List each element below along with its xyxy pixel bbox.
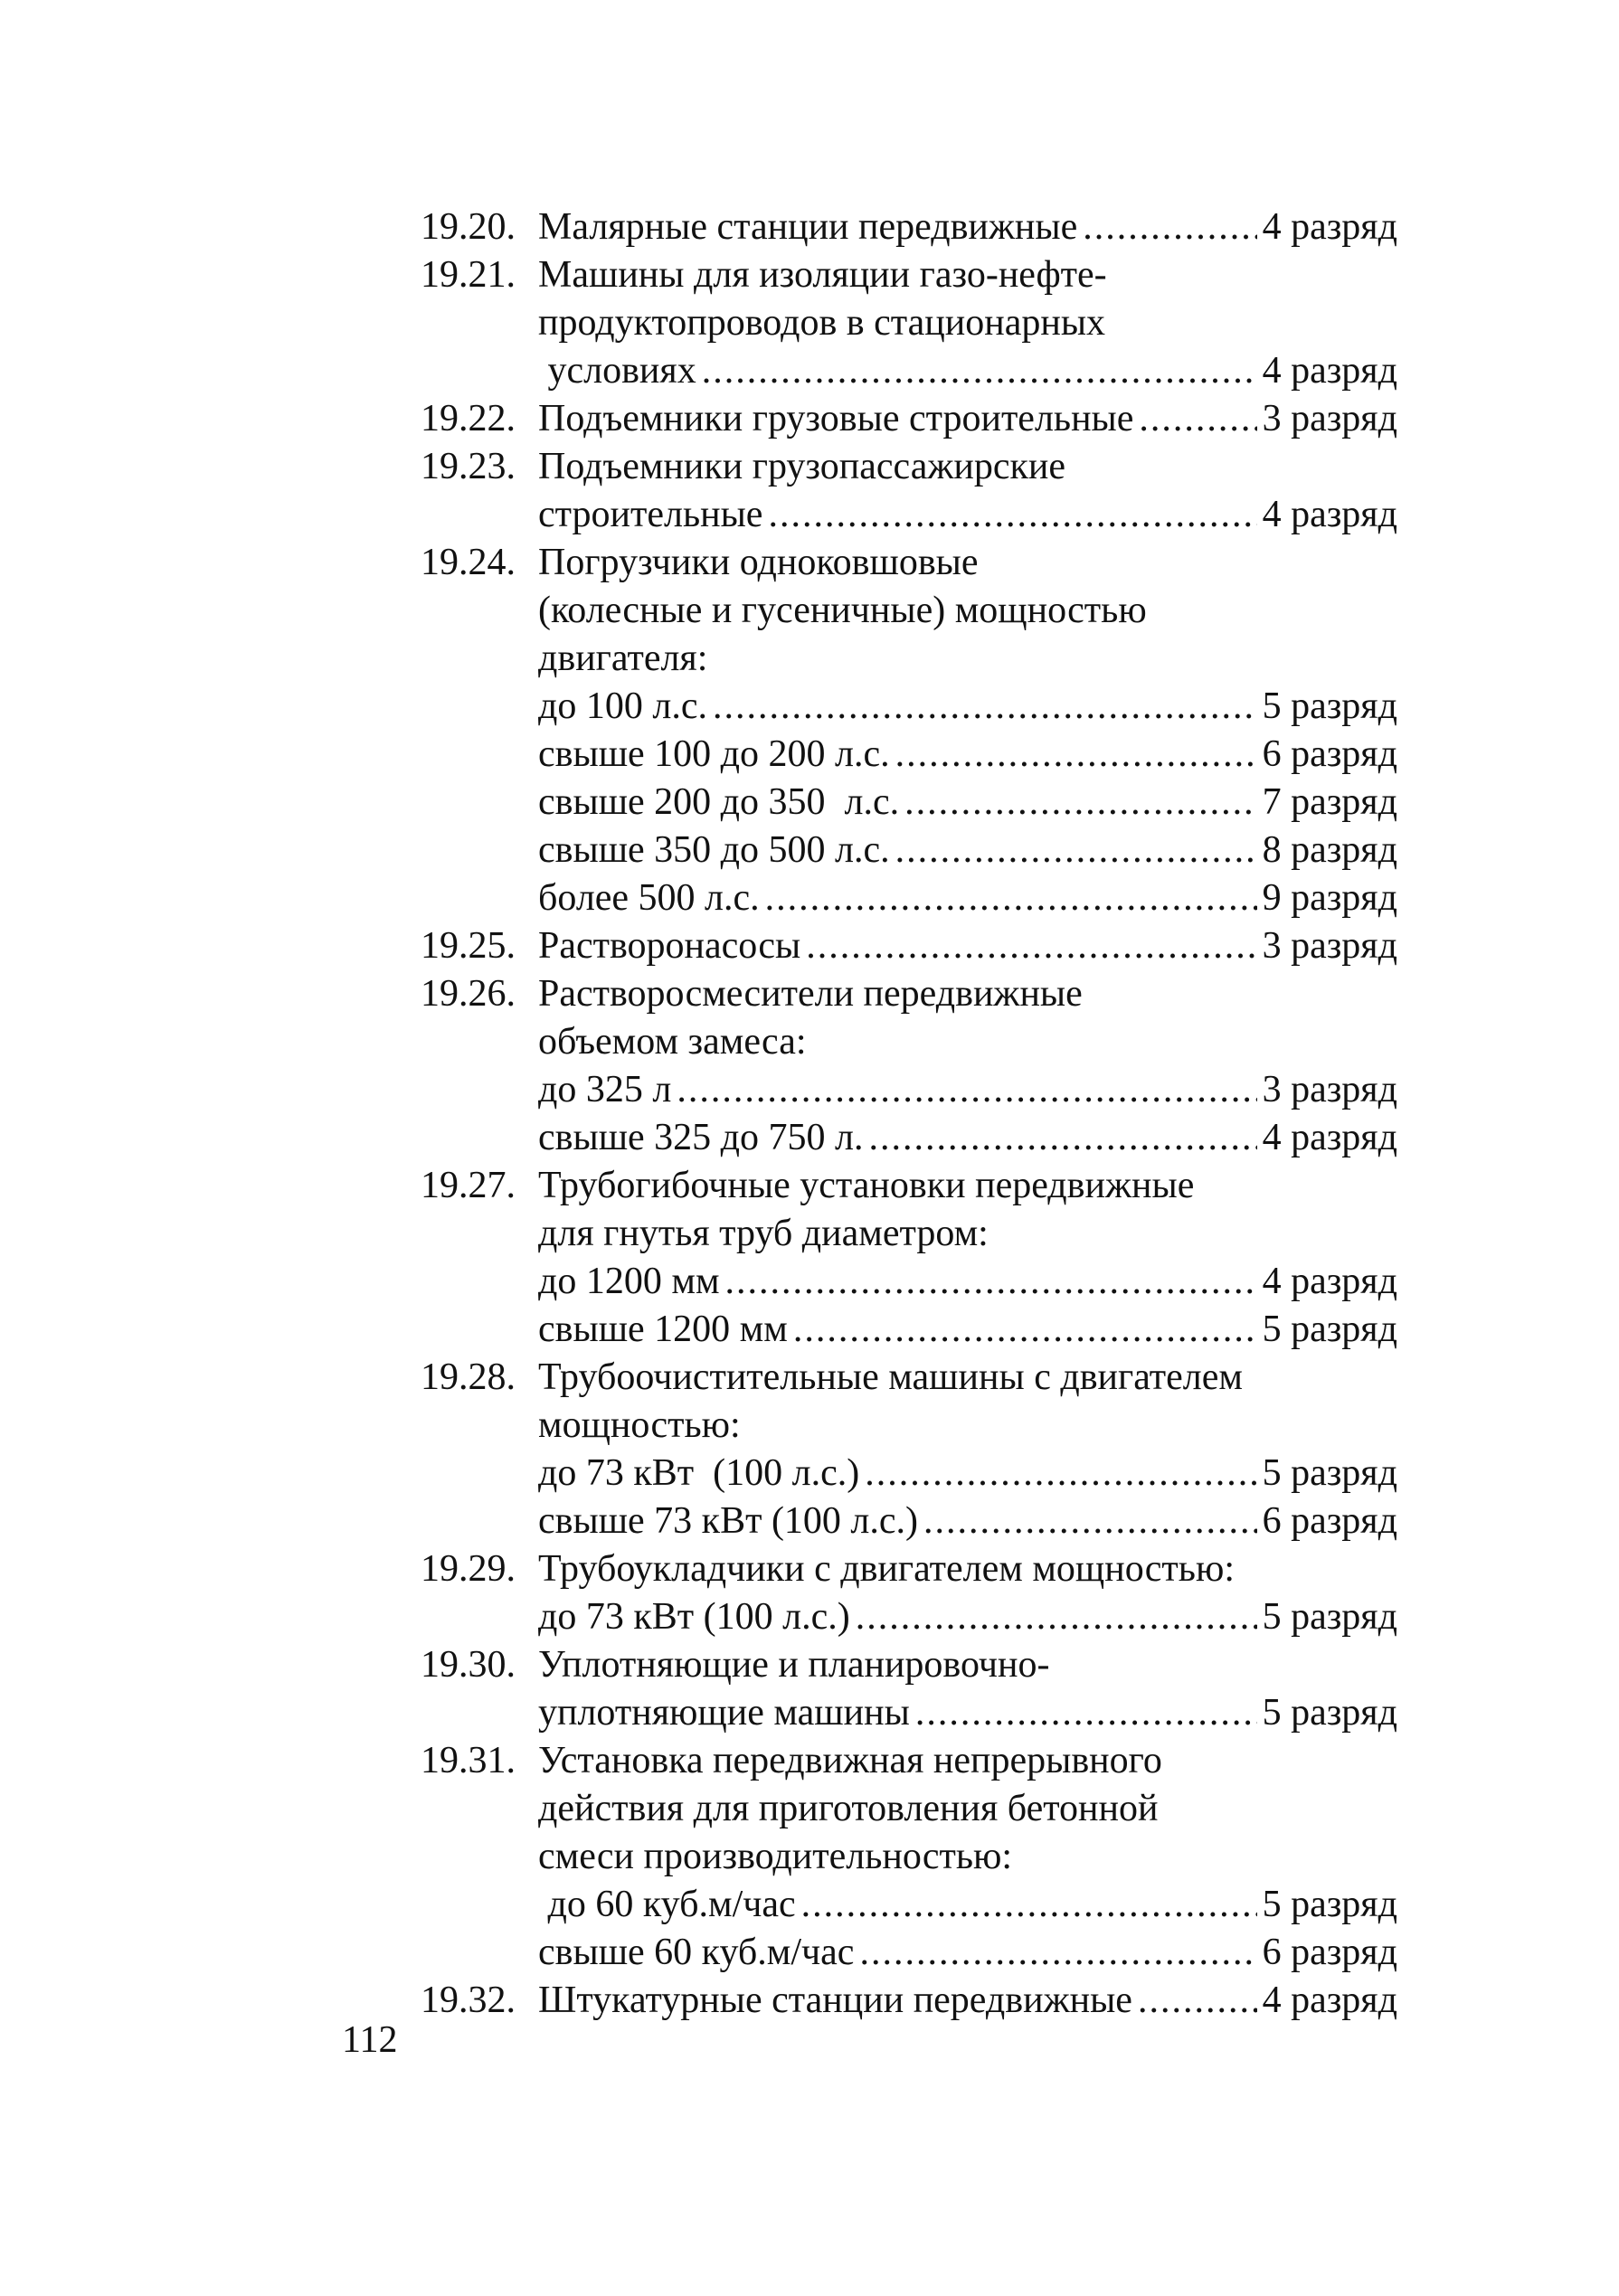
entry-number: 19.23. [421, 446, 516, 487]
entry-text: Трубоукладчики с двигателем мощностью: [538, 1548, 1235, 1590]
entry-continuation-row [421, 874, 1397, 922]
entry-leader-line [538, 1498, 1397, 1545]
entry-leader-line [538, 1450, 1397, 1498]
dot-leader [859, 1929, 1256, 1977]
entry-number: 19.21. [421, 254, 516, 296]
entry-text: до 60 куб.м/час [538, 1884, 796, 1925]
entry-continuation-row [421, 1018, 1397, 1066]
entry-leader-line [538, 731, 1397, 779]
entry-row [421, 1354, 1397, 1402]
entry-grade: 5 разряд [1262, 1692, 1397, 1734]
entry-row [421, 1977, 1397, 2025]
dot-leader [801, 1881, 1257, 1929]
entry-leader-line [538, 683, 1397, 731]
dot-leader [713, 683, 1257, 731]
dot-leader [768, 491, 1256, 539]
entry-text: продуктопроводов в стационарных [538, 302, 1106, 344]
dot-leader [923, 1498, 1257, 1545]
entry-continuation-row [421, 299, 1397, 347]
entry-number: 19.25. [421, 925, 516, 967]
entry-text: Растворосмесители передвижные [538, 973, 1083, 1015]
dot-leader [915, 1689, 1257, 1737]
page-number: 112 [342, 2019, 398, 2061]
entry-grade: 6 разряд [1262, 733, 1397, 775]
dot-leader [869, 1114, 1257, 1162]
entry-text: смеси производительностью: [538, 1836, 1013, 1877]
entry-text: Штукатурные станции передвижные [538, 1979, 1132, 2021]
entry-text: свыше 60 куб.м/час [538, 1932, 855, 1973]
entry-grade: 7 разряд [1262, 781, 1397, 823]
dot-leader [895, 827, 1257, 874]
entry-number: 19.32. [421, 1979, 516, 2021]
entry-leader-line [538, 1689, 1397, 1737]
entry-leader-line [538, 1114, 1397, 1162]
entry-row [421, 970, 1397, 1018]
dot-leader [1083, 203, 1256, 251]
entry-number: 19.22. [421, 398, 516, 439]
entry-text: действия для приготовления бетонной [538, 1788, 1159, 1829]
dot-leader [865, 1450, 1256, 1498]
entry-text: условиях [538, 350, 696, 392]
entry-grade: 4 разряд [1262, 206, 1397, 248]
entry-text: свыше 350 до 500 л.с. [538, 829, 890, 871]
entry-continuation-row [421, 779, 1397, 827]
entry-continuation-row [421, 1402, 1397, 1450]
entries-list [421, 203, 1397, 2025]
entry-leader-line [538, 395, 1397, 443]
entry-text: строительные [538, 494, 763, 535]
entry-continuation-row [421, 1785, 1397, 1833]
entry-continuation-row [421, 635, 1397, 683]
entry-continuation-row [421, 1306, 1397, 1354]
entry-number: 19.29. [421, 1548, 516, 1590]
entry-grade: 4 разряд [1262, 494, 1397, 535]
entry-leader-line [538, 1258, 1397, 1306]
entry-continuation-row [421, 1881, 1397, 1929]
entry-text: до 100 л.с. [538, 685, 707, 727]
entry-leader-line [538, 1881, 1397, 1929]
entry-row [421, 395, 1397, 443]
entry-text: мощностью: [538, 1404, 741, 1446]
entry-continuation-row [421, 1210, 1397, 1258]
entry-number: 19.24. [421, 542, 516, 583]
entry-row [421, 1641, 1397, 1689]
dot-leader [725, 1258, 1257, 1306]
entry-continuation-row [421, 1593, 1397, 1641]
entry-text: свыше 200 до 350 л.с. [538, 781, 900, 823]
entry-continuation-row [421, 1066, 1397, 1114]
entry-leader-line [538, 1066, 1397, 1114]
entry-grade: 5 разряд [1262, 1596, 1397, 1638]
entry-text: более 500 л.с. [538, 877, 760, 919]
entry-text: свыше 325 до 750 л. [538, 1117, 864, 1158]
entry-grade: 6 разряд [1262, 1500, 1397, 1542]
entry-row [421, 1162, 1397, 1210]
dot-leader [904, 779, 1256, 827]
entry-leader-line [538, 203, 1397, 251]
entry-row [421, 922, 1397, 970]
entry-grade: 8 разряд [1262, 829, 1397, 871]
entry-text: до 73 кВт (100 л.с.) [538, 1452, 860, 1494]
dot-leader [806, 922, 1256, 970]
entry-number: 19.20. [421, 206, 516, 248]
entry-grade: 4 разряд [1262, 350, 1397, 392]
entry-text: Трубоочистительные машины с двигателем [538, 1356, 1243, 1398]
entry-continuation-row [421, 347, 1397, 395]
entry-text: Погрузчики одноковшовые [538, 542, 979, 583]
entry-continuation-row [421, 1929, 1397, 1977]
entry-text: для гнутья труб диаметром: [538, 1213, 989, 1254]
entry-number: 19.28. [421, 1356, 516, 1398]
entry-grade: 4 разряд [1262, 1117, 1397, 1158]
entry-continuation-row [421, 1833, 1397, 1881]
entry-grade: 5 разряд [1262, 685, 1397, 727]
entry-leader-line [538, 922, 1397, 970]
entry-text: уплотняющие машины [538, 1692, 910, 1734]
dot-leader [895, 731, 1257, 779]
entry-number: 19.27. [421, 1165, 516, 1206]
entry-number: 19.30. [421, 1644, 516, 1686]
entry-text: Трубогибочные установки передвижные [538, 1165, 1195, 1206]
entry-row [421, 539, 1397, 587]
dot-leader [765, 874, 1257, 922]
entry-text: объемом замеса: [538, 1021, 807, 1063]
entry-text: до 325 л [538, 1069, 672, 1110]
entry-text: свыше 100 до 200 л.с. [538, 733, 890, 775]
entry-continuation-row [421, 1450, 1397, 1498]
entry-leader-line [538, 1593, 1397, 1641]
entry-row [421, 251, 1397, 299]
entry-text: Машины для изоляции газо-нефте- [538, 254, 1107, 296]
dot-leader [1138, 1977, 1257, 2025]
entry-leader-line [538, 779, 1397, 827]
dot-leader [1139, 395, 1256, 443]
entry-grade: 5 разряд [1262, 1452, 1397, 1494]
entry-text: до 73 кВт (100 л.с.) [538, 1596, 850, 1638]
dot-leader [856, 1593, 1257, 1641]
entry-continuation-row [421, 491, 1397, 539]
entry-grade: 3 разряд [1262, 1069, 1397, 1110]
entry-continuation-row [421, 1114, 1397, 1162]
entry-continuation-row [421, 731, 1397, 779]
entry-leader-line [538, 827, 1397, 874]
entry-grade: 3 разряд [1262, 925, 1397, 967]
entry-leader-line [538, 1929, 1397, 1977]
entry-text: (колесные и гусеничные) мощностью [538, 590, 1147, 631]
dot-leader [677, 1066, 1256, 1114]
entry-grade: 6 разряд [1262, 1932, 1397, 1973]
entry-grade: 3 разряд [1262, 398, 1397, 439]
entry-number: 19.26. [421, 973, 516, 1015]
entry-continuation-row [421, 1689, 1397, 1737]
entry-text: до 1200 мм [538, 1261, 720, 1302]
dot-leader [793, 1306, 1257, 1354]
entry-leader-line [538, 347, 1397, 395]
entry-continuation-row [421, 827, 1397, 874]
entry-text: Малярные станции передвижные [538, 206, 1078, 248]
entry-leader-line [538, 491, 1397, 539]
entry-number: 19.31. [421, 1740, 516, 1781]
entry-text: свыше 73 кВт (100 л.с.) [538, 1500, 919, 1542]
entry-row [421, 443, 1397, 491]
dot-leader [702, 347, 1257, 395]
entry-leader-line [538, 1977, 1397, 2025]
entry-continuation-row [421, 683, 1397, 731]
entry-row [421, 1545, 1397, 1593]
entry-continuation-row [421, 1258, 1397, 1306]
entry-grade: 5 разряд [1262, 1309, 1397, 1350]
entry-continuation-row [421, 587, 1397, 635]
entry-leader-line [538, 874, 1397, 922]
entry-grade: 9 разряд [1262, 877, 1397, 919]
entry-grade: 4 разряд [1262, 1979, 1397, 2021]
entry-row [421, 1737, 1397, 1785]
entry-continuation-row [421, 1498, 1397, 1545]
entry-text: Установка передвижная непрерывного [538, 1740, 1162, 1781]
entry-grade: 4 разряд [1262, 1261, 1397, 1302]
entry-text: Подъемники грузопассажирские [538, 446, 1065, 487]
entry-text: свыше 1200 мм [538, 1309, 788, 1350]
entry-text: Подъемники грузовые строительные [538, 398, 1134, 439]
entry-text: двигателя: [538, 638, 708, 679]
entry-grade: 5 разряд [1262, 1884, 1397, 1925]
entry-text: Растворонасосы [538, 925, 801, 967]
entry-row [421, 203, 1397, 251]
entry-text: Уплотняющие и планировочно- [538, 1644, 1050, 1686]
entry-leader-line [538, 1306, 1397, 1354]
